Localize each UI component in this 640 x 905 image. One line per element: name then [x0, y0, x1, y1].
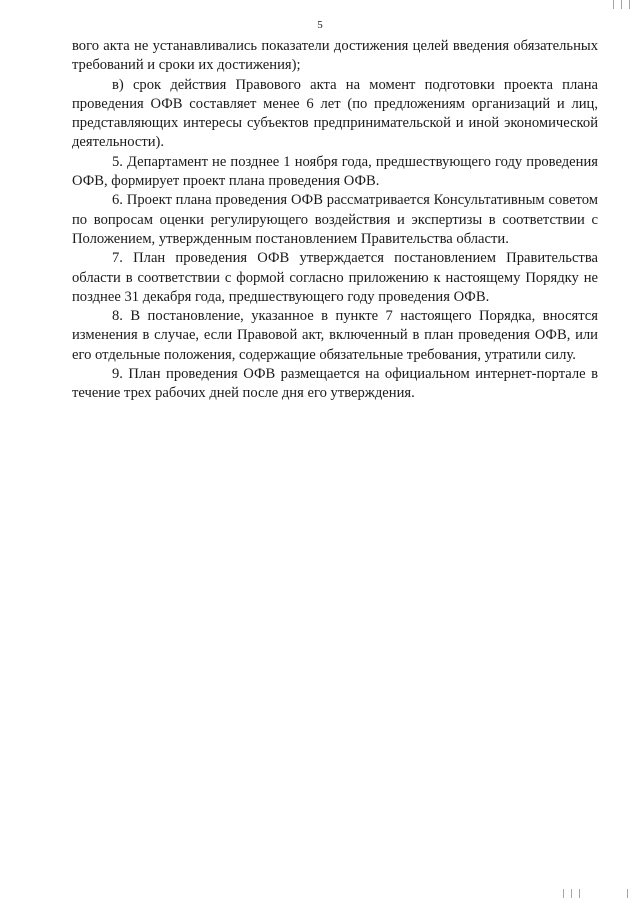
- paragraph-continuation: вого акта не устанавливались показатели достижения целей введения обязательных требований и сроки их достижения);: [72, 38, 598, 74]
- scan-mark-top-right: | | |: [612, 0, 632, 10]
- page-number: 5: [317, 19, 323, 31]
- paragraph-6: 6. Проект плана проведения ОФВ рассматривается Консультативным советом по вопросам оценки регулирующего воздействия и экспертизы в соответствии с Положением, утвержденным постановлением Правительства области.: [72, 192, 598, 247]
- scan-mark-bottom-far-right: |: [625, 889, 630, 899]
- scan-mark-bottom-right: | | |: [562, 889, 582, 899]
- document-body: [72, 37, 598, 404]
- paragraph-5: 5. Департамент не позднее 1 ноября года, предшествующего году проведения ОФВ, формирует проект плана проведения ОФВ.: [72, 153, 598, 190]
- paragraph-item-v: в) срок действия Правового акта на момент подготовки проекта плана проведения ОФВ составляет менее 6 лет (по предложениям организаций и лиц, представляющих интересы субъектов предпринимательской и иной экономической деятельности).: [72, 76, 598, 151]
- paragraph-7: 7. План проведения ОФВ утверждается постановлением Правительства области в соответствии с формой согласно приложению к настоящему Порядку не позднее 31 декабря года, предшествующего году проведения ОФВ.: [72, 250, 598, 305]
- paragraph-8: 8. В постановление, указанное в пункте 7 настоящего Порядка, вносятся изменения в случае, если Правовой акт, включенный в план проведения ОФВ, или его отдельные положения, содержащие обязательные требования, утратили силу.: [72, 308, 598, 363]
- paragraph-9: 9. План проведения ОФВ размещается на официальном интернет-портале в течение трех рабочих дней после дня его утверждения.: [72, 366, 598, 402]
